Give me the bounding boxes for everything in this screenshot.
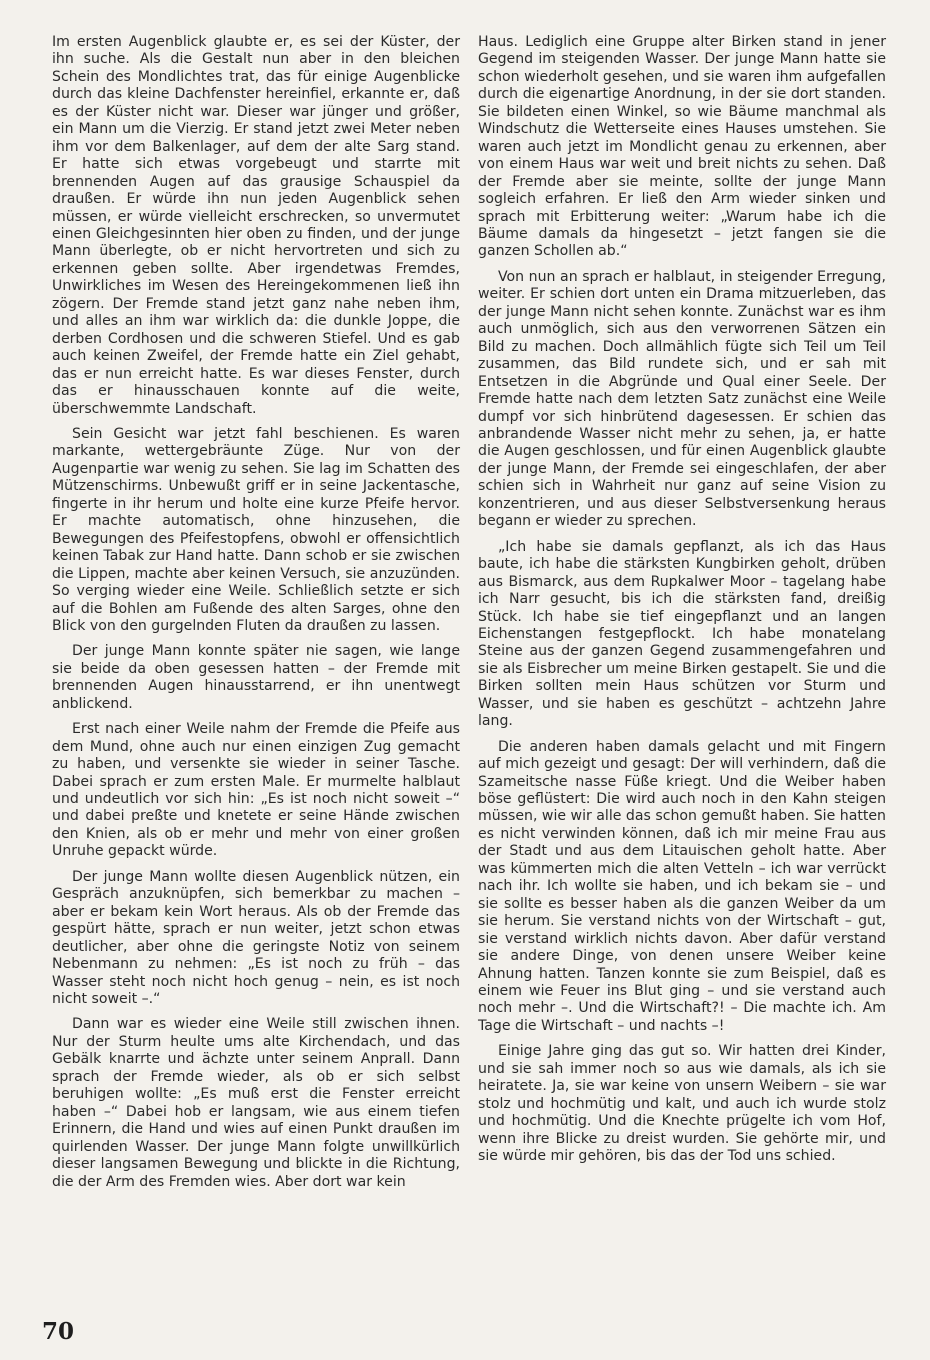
paragraph: Im ersten Augenblick glaubte er, es sei der Küster, der ihn suche. Als die Gestalt nun aber in den bleichen Schein des Mondlichtes trat, das für einige Augenblicke durch das kleine Dachfenster hereinfiel, erkannte er, daß es der Küster nicht war. Dieser war jünger und größer, ein Mann um die Vierzig. Er stand jetzt zwei Meter neben ihm vor dem Balkenlager, auf dem der alte Sarg stand. Er hatte sich etwas vorgebeugt und starrte mit brennenden Augen auf das grausige Schauspiel da draußen. Er würde ihn nun jeden Augenblick sehen müssen, er würde vielleicht erschrecken, so unvermutet einen Gleichgesinnten hier oben zu finden, und der junge Mann überlegte, ob er nicht hervortreten und sich zu erkennen geben sollte. Aber irgendetwas Fremdes, Unwirkliches im Wesen des Hereingekommenen ließ ihn zögern. Der Fremde stand jetzt ganz nahe neben ihm, und alles an ihm war wirklich da: die dunkle Joppe, die derben Cordhosen und die schweren Stiefel. Und es gab auch keinen Zweifel, der Fremde hatte ein Ziel gehabt, das er nun erreicht hatte. Es war dieses Fenster, durch das er hinausschauen konnte auf die weite, überschwemmte Landschaft. [52,34,460,417]
paragraph: Die anderen haben damals gelacht und mit Fingern auf mich gezeigt und gesagt: Der will verhindern, daß die Szameitsche nasse Füße kriegt. Und die Weiber haben böse geflüstert: Die wird auch noch in den Kahn steigen müssen, wie wir alle das schon gemußt haben. Sie hatten es nicht verwinden können, daß ich mir meine Frau aus der Stadt und aus dem Litauischen geholt hatte. Aber was kümmerten mich die alten Vetteln – ich war verrückt nach ihr. Ich wollte sie haben, und ich bekam sie – und sie sollte es besser haben als die ganzen Weiber da um sie herum. Sie verstand nichts von der Wirtschaft – gut, sie verstand wirklich nichts davon. Aber dafür verstand sie andere Dinge, von denen unsere Weiber keine Ahnung hatten. Tanzen konnte sie zum Beispiel, daß es einem wie Feuer ins Blut ging – und sie verstand auch noch mehr –. Und die Wirtschaft?! – Die machte ich. Am Tage die Wirtschaft – und nachts –! [478,738,886,1034]
paragraph: Der junge Mann wollte diesen Augenblick nützen, ein Gespräch anzuknüpfen, sich bemerkbar zu machen – aber er bekam kein Wort heraus. Als ob der Fremde das gespürt hätte, sprach er nun weiter, jetzt schon etwas deutlicher, aber ohne die geringste Notiz von seinem Nebenmann zu nehmen: „Es ist noch zu früh – das Wasser steht noch nicht hoch genug – nein, es ist noch nicht soweit –.“ [52,868,460,1008]
paragraph: Dann war es wieder eine Weile still zwischen ihnen. Nur der Sturm heulte ums alte Kirchendach, und das Gebälk knarrte und ächzte unter seinem Anprall. Dann sprach der Fremde wieder, als ob er sich selbst beruhigen wollte: „Es muß erst die Fenster erreicht haben –“ Dabei hob er langsam, wie aus einem tiefen Erinnern, die Hand und wies auf einen Punkt draußen im quirlenden Wasser. Der junge Mann folgte unwillkürlich dieser langsamen Bewegung und blickte in die Richtung, die der Arm des Fremden wies. Aber dort war kein [52,1016,460,1190]
paragraph: Erst nach einer Weile nahm der Fremde die Pfeife aus dem Mund, ohne auch nur einen einzigen Zug gemacht zu haben, und versenkte sie wieder in seiner Tasche. Dabei sprach er zum ersten Male. Er murmelte halblaut und undeutlich vor sich hin: „Es ist noch nicht soweit –“ und dabei preßte und knetete er seine Hände zwischen den Knien, als ob er mehr und mehr von einer großen Unruhe gepackt würde. [52,721,460,860]
left-text-column [52,34,460,1191]
page-number: 70 [42,1318,75,1345]
paragraph: Der junge Mann konnte später nie sagen, wie lange sie beide da oben gesessen hatten – der Fremde mit brennenden Augen hinausstarrend, er ihn unentwegt anblickend. [52,643,460,712]
paragraph: Von nun an sprach er halblaut, in steigender Erregung, weiter. Er schien dort unten ein Drama mitzuerleben, das der junge Mann nicht sehen konnte. Zunächst war es ihm auch unmöglich, sich aus den verworrenen Sätzen ein Bild zu machen. Doch allmählich fügte sich Teil um Teil zusammen, das Bild rundete sich, und er sah mit Entsetzen in die Abgründe und Qual einer Seele. Der Fremde hatte nach dem letzten Satz zunächst eine Weile dumpf vor sich hinbrütend dagesessen. Er schien das anbrandende Wasser nicht mehr zu sehen, ja, er hatte die Augen geschlossen, und für einen Augenblick glaubte der junge Mann, der Fremde sei eingeschlafen, der aber schien sich in Wahrheit nur ganz auf seine Vision zu konzentrieren, und aus dieser Selbstversenkung heraus begann er wieder zu sprechen. [478,268,886,530]
paragraph: Sein Gesicht war jetzt fahl beschienen. Es waren markante, wettergebräunte Züge. Nur von der Augenpartie war wenig zu sehen. Sie lag im Schatten des Mützenschirms. Unbewußt griff er in seine Jackentasche, fingerte in ihr herum und holte eine kurze Pfeife hervor. Er machte automatisch, ohne hinzusehen, die Bewegungen des Pfeifestopfens, obwohl er offensichtlich keinen Tabak zur Hand hatte. Dann schob er sie zwischen die Lippen, machte aber keinen Versuch, sie anzuzünden. So verging wieder eine Weile. Schließlich setzte er sich auf die Bohlen am Fußende des alten Sarges, ohne den Blick von den gurgelnden Fluten da draußen zu lassen. [52,425,460,634]
paragraph: Einige Jahre ging das gut so. Wir hatten drei Kinder, und sie sah immer noch so aus wie damals, als ich sie heiratete. Ja, sie war keine von unsern Weibern – sie war stolz und hochmütig und kalt, und auch ich wurde stolz und hochmütig. Und die Knechte prügelte ich vom Hof, wenn ihre Blicke zu dreist wurden. Sie gehörte mir, und sie würde mir gehören, bis das der Tod uns schied. [478,1043,886,1165]
right-text-column [478,34,886,1166]
paragraph: Haus. Lediglich eine Gruppe alter Birken stand in jener Gegend im steigenden Wasser. Der junge Mann hatte sie schon wiederholt gesehen, und sie waren ihm aufgefallen durch die eigenartige Anordnung, in der sie dort standen. Sie bildeten einen Winkel, so wie Bäume manchmal als Windschutz die Wetterseite eines Hauses umstehen. Sie waren auch jetzt im Mondlicht genau zu erkennen, aber von einem Haus war weit und breit nichts zu sehen. Daß der Fremde aber sie meinte, sollte der junge Mann sogleich erfahren. Er ließ den Arm wieder sinken und sprach mit Erbitterung weiter: „Warum habe ich die Bäume damals da hingesetzt – jetzt fangen sie die ganzen Schollen ab.“ [478,34,886,260]
paragraph: „Ich habe sie damals gepflanzt, als ich das Haus baute, ich habe die stärksten Kungbirken geholt, drüben aus Bismarck, aus dem Rupkalwer Moor – tagelang habe ich Narr gesucht, bis ich die stärksten fand, dreißig Stück. Ich habe sie tief eingepflanzt und an langen Eichenstangen festgepflockt. Ich habe monatelang Steine aus der ganzen Gegend zusammengefahren und sie als Eisbrecher um meine Birken gestapelt. Sie und die Birken sollten mein Haus schützen vor Sturm und Wasser, und sie haben es geschützt – achtzehn Jahre lang. [478,538,886,730]
